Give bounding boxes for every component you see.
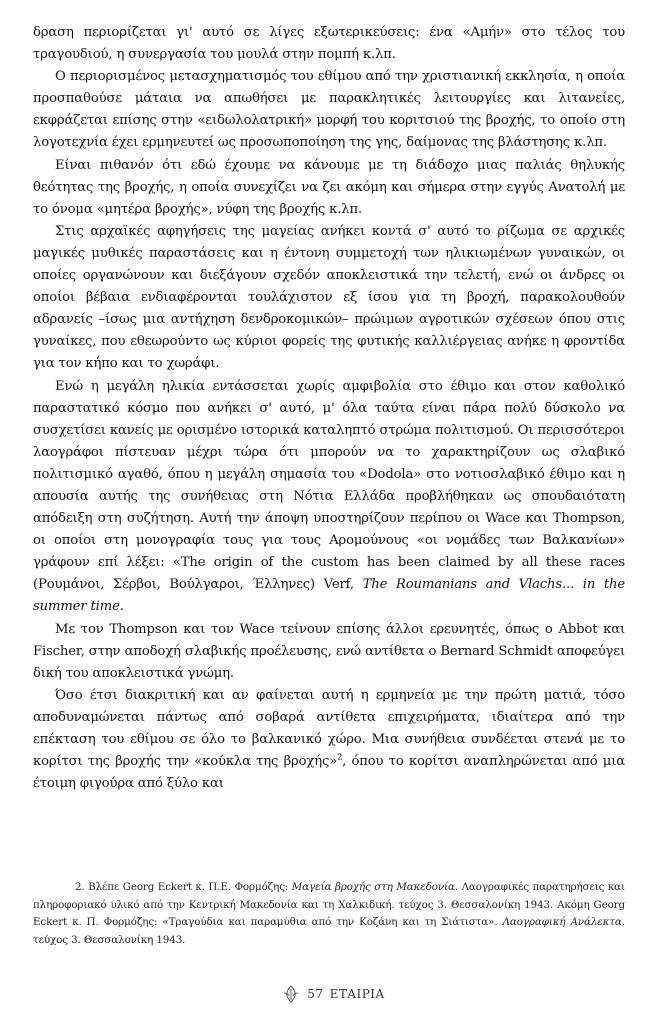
footnote-text: 2. Βλέπε Georg Eckert κ. Π.Ε. Φορμόζης: xyxy=(75,881,289,893)
paragraph: Στις αρχαϊκές αφηγήσεις της μαγείας ανήκει κοντά σ' αυτό το ρίζωμα σε αρχικές μαγικές μυθικές παραστάσεις και η έντονη συμμετοχή των ηλικιωμένων γυναικών, οι οποίες οργανώνουν και διεξάγουν σχεδόν αποκλειστικά την τελετή, ενώ οι άνδρες οι οποίοι βέβαια ενδιαφέρονται τουλάχιστον εξ ίσου για τη βροχή, παρακολουθούν αδρανείς –ίσως μια αντήχηση δενδροκομικών– πρώιμων αγροτικών σχέσεων όπου στις γυναίκες, που εθεωρούντο ως κύριοι φορείς της φυτικής καλλιέργειας ανήκε η φροντίδα για τον κήπο και το χωράφι. xyxy=(33,223,625,372)
paragraph: Είναι πιθανόν ότι εδώ έχουμε να κάνουμε με τη διάδοχο μιας παλιάς θηλυκής θεότητας της βροχής, η οποία συνεχίζει να ζει ακόμη και σήμερα στην εγγύς Ανατολή με το όνομα «μητέρα βροχής», νύφη της βροχής κ.λπ. xyxy=(33,157,625,217)
page-number: 57 xyxy=(307,987,324,1001)
page-footer xyxy=(0,983,666,1005)
footnote xyxy=(33,879,625,949)
footnote-title: Λαογραφική Ανάλεκτα xyxy=(502,916,622,929)
paragraph-continued: δραση περιορίζεται γι' αυτό σε λίγες εξωτερικεύσεις: ένα «Αμήν» στο τέλος του τραγουδιού, η συνεργασία του μουλά στην πομπή κ.λπ. xyxy=(33,25,625,63)
footnote-text: . Λαογραφικές παρατηρήσεις και πληροφοριακό υλικό από την Κεντρική Μακεδονία και τη Χαλκιδική. τεύχος 3. Θεσσαλονίκη 1943. Ακόμη Georg Eckert κ. Π. Φορμόζης: «Τραγούδια και παραμύθια από την Κοζάνη και τη Σιάτιστα». xyxy=(33,881,625,929)
paragraph: Ο περιορισμένος μετασχηματισμός του εθίμου από την χριστιανική εκκλησία, η οποία προσπαθούσε μάταια να απωθήσει με παρακλητικές λειτουργίες και λιτανείες, εκφράζεται επίσης στην «ειδωλολατρική» μορφή του κοριτσιού της βροχής, το οποίο στη λογοτεχνία έχει ερμηνευτεί ως προσωποποίηση της γης, δαίμονας της βλάστησης κ.λπ. xyxy=(33,69,625,151)
paragraph xyxy=(33,376,625,619)
paragraph-text: Ενώ η μεγάλη ηλικία εντάσσεται χωρίς αμφιβολία στο έθιμο και στον καθολικό παραστατικό κόσμο που ανήκει σ' αυτό, μ' όλα ταύτα είναι πάρα πολύ δύσκολο να συσχετίσει κανείς με ορισμένο ιστορικά καταληπτό στρώμα πολιτισμού. Οι περισσότεροι λαογράφοι πίστευαν μέχρι τώρα ότι μπορούν να το χαρακτηρίζουν ως σλαβικό πολιτισμικό αγαθό, όπου η μεγάλη σημασία του «Dodola» στο νοτιοσλαβικό έθιμο και η απουσία αυτής της συνήθειας στη Νότια Ελλάδα προβλήθηκαν ως σπουδαιότατη απόδειξη στη συζήτηση. Αυτή την άποψη υποστηρίζουν περίπου οι Wace και Thompson, οι οποίοι στη μονογραφία τους για τους Αρομούνους «οι νομάδες των Βαλκανίων» γράφουν επί λέξει: «The origin of the custom has been claimed by all these races (Ρουμάνοι, Σέρβοι, Βούλγαροι, Έλληνες) Verf, xyxy=(33,378,625,593)
body-text xyxy=(33,22,625,795)
footnote-text: . τεύχος 3. Θεσσαλονίκη 1943. xyxy=(33,916,625,946)
journal-logo-icon xyxy=(281,984,301,1004)
paragraph xyxy=(33,685,625,795)
footnote-title: Μαγεία βροχής στη Μακεδονία xyxy=(291,881,455,893)
paragraph-text: Όσο έτσι διακριτική και αν φαίνεται αυτή η ερμηνεία με την πρώτη ματιά, τόσο αποδυναμώνεται πάντως από σοβαρά αντίθετα επιχειρήματα, ιδιαίτερα από την επέκταση του εθίμου σε όλο το βαλκανικό χώρο. Μια συνήθεια συνδέεται στενά με το κορίτσι της βροχής την «κούκλα της βροχής» xyxy=(33,687,625,770)
paragraph-text: , όπου το κορίτσι αναπληρώνεται από μια έτοιμη φιγούρα από ξύλο και xyxy=(33,754,625,792)
paragraph: Με τον Thompson και τον Wace τείνουν επίσης άλλοι ερευνητές, όπως ο Abbot και Fischer, στην αποδοχή σλαβικής προέλευσης, ενώ αντίθετα ο Bernard Schmidt αποφεύγει δική του αποκλειστικά γνώμη. xyxy=(33,621,625,681)
book-title: The Roumanians and Vlachs... in the summer time. xyxy=(33,577,625,615)
page xyxy=(33,22,625,795)
footnotes xyxy=(33,879,625,949)
journal-name: ΕΤΑΙΡΙΑ xyxy=(329,987,385,1001)
footnote-ref: 2 xyxy=(337,752,343,762)
